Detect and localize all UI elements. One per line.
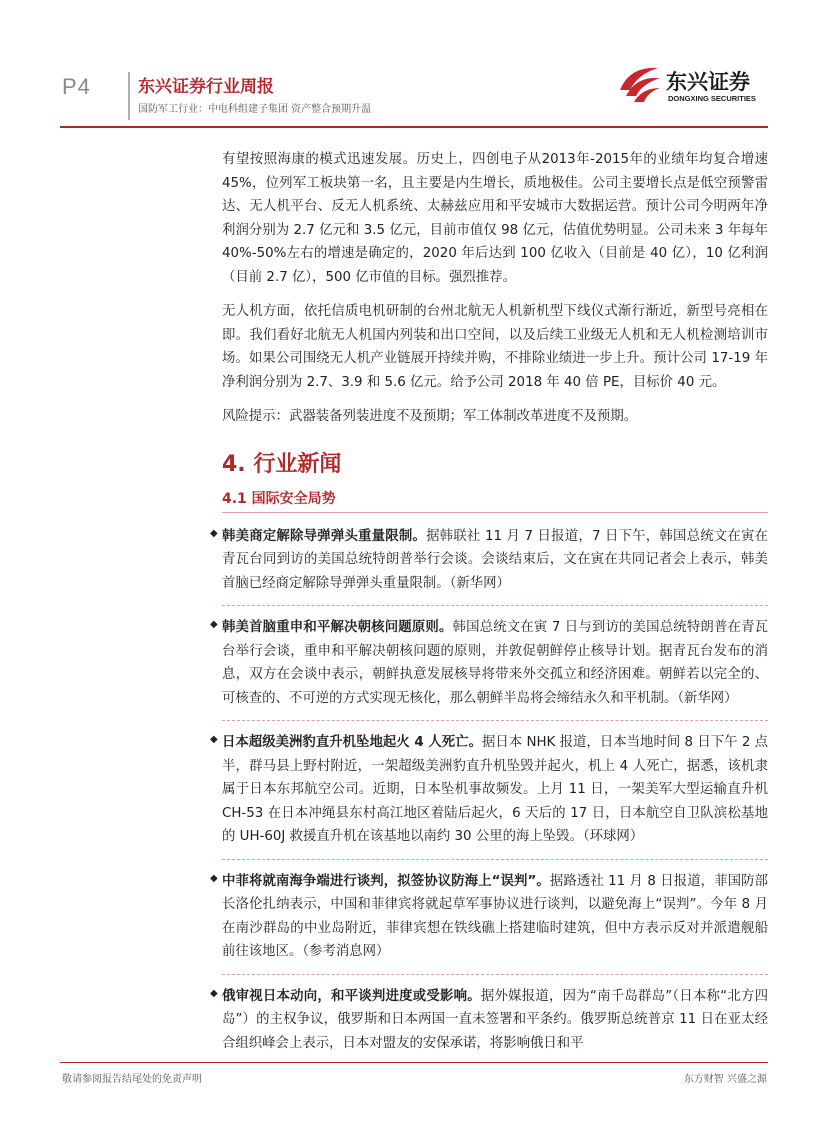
news-item	[210, 985, 768, 1056]
main-content	[210, 148, 769, 1065]
section-title: 4. 行业新闻	[222, 451, 342, 477]
news-headline: 日本超级美洲豹直升机坠地起火 4 人死亡。	[222, 735, 482, 750]
news-headline: 韩美商定解除导弹弹头重量限制。	[222, 528, 427, 544]
news-headline: 中菲将就南海争端进行谈判，拟签协议防海上“误判”。	[222, 873, 550, 889]
news-body: 据外媒报道，因为“南千岛群岛”（日本称“北方四岛”）的主权争议，俄罗斯和日本两国一直未签署和平条约。俄罗斯总统普京 11 日在亚太经合组织峰会上表示，日本对盟友的安保承诺，将影响俄日和平	[222, 988, 768, 1051]
news-body: 据日本 NHK 报道，日本当地时间 8 日下午 2 点半，群马县上野村附近，一架超级美洲豹直升机坠毁并起火，机上 4 人死亡，据悉，该机隶属于日本东邦航空公司。近期，日本坠机事故频发。上月 11 日，一架美军大型运输直升机 CH-53 在日本冲绳县东村高江地区着陆后起火，6 天后的 17 日，日本航空自卫队滨松基地的 UH-60J 救援直升机在该基地以南约 30 公里的海上坠毁。（环球网）	[222, 735, 768, 844]
brand-mark-icon	[616, 60, 662, 104]
diamond-bullet-icon: ◆	[210, 734, 218, 745]
news-body: 据路透社 11 月 8 日报道，菲国防部长洛伦扎纳表示，中国和菲律宾将就起草军事协议进行谈判，以避免海上“误判”。今年 8 月在南沙群岛的中业岛附近，菲律宾想在铁线礁上搭建临时建筑，但中方表示反对并派遣舰船前往该地区。（参考消息网）	[222, 873, 768, 959]
news-body: 据韩联社 11 月 7 日报道，7 日下午，韩国总统文在寅在青瓦台同到访的美国总统特朗普举行会谈。会谈结束后，文在寅在共同记者会上表示，韩美首脑已经商定解除导弹弹头重量限制。（新华网）	[222, 528, 769, 591]
news-headline: 韩美首脑重申和平解决朝核问题原则。	[222, 620, 453, 635]
header-divider	[128, 72, 130, 120]
page-number: P4	[62, 74, 91, 99]
footer-slogan: 东方财智 兴盛之源	[683, 1074, 767, 1085]
news-body: 韩国总统文在寅 7 日与到访的美国总统特朗普在青瓦台举行会谈，重申和平解决朝核问题的原则，并敦促朝鲜停止核导计划。据青瓦台发布的消息，双方在会谈中表示，朝鲜执意发展核导将带来外交孤立和经济困难。朝鲜若以完全的、可核查的、不可逆的方式实现无核化，那么朝鲜半岛将会缔结永久和平机制。（新华网）	[222, 620, 769, 706]
subsection-title: 4.1 国际安全局势	[222, 490, 336, 507]
report-subtitle: 国防军工行业：中电科组建子集团 资产整合预期升温	[138, 104, 372, 115]
news-divider	[222, 859, 768, 860]
diamond-bullet-icon: ◆	[210, 987, 218, 999]
footer-rule	[60, 1062, 768, 1063]
intro-paragraph-1: 有望按照海康的模式迅速发展。历史上，四创电子从2013年-2015年的业绩年均复合增速 45%，位列军工板块第一名，且主要是内生增长，质地极佳。公司主要增长点是低空预警雷达、无人机平台、反无人机系统、太赫兹应用和平安城市大数据运营。预计公司今明两年净利润分别为 2.7 亿元和 3.5 亿元，目前市值仅 98 亿元，估值优势明显。公司未来 3 年每年 40%-50%左右的增速是确定的，2020 年后达到 100 亿收入（目前是 40 亿），10 亿利润（目前 2.7 亿），500 亿市值的目标。强烈推荐。	[222, 152, 768, 285]
footer-disclaimer: 敬请参阅报告结尾处的免责声明	[62, 1074, 202, 1085]
news-item	[210, 525, 769, 596]
news-item	[210, 731, 768, 849]
logo-english-name: DONGXING SECURITIES	[668, 94, 756, 103]
news-divider	[222, 720, 768, 721]
news-divider	[222, 605, 768, 606]
diamond-bullet-icon: ◆	[210, 872, 218, 884]
diamond-bullet-icon: ◆	[210, 527, 218, 539]
logo-chinese-name: 东兴证券	[666, 70, 750, 94]
header-rule	[60, 126, 768, 128]
news-divider	[222, 974, 768, 975]
news-item	[210, 616, 769, 710]
subsection-rule	[222, 512, 768, 513]
brand-logo	[616, 60, 766, 110]
risk-warning: 风险提示：武器装备列装进度不及预期；军工体制改革进度不及预期。	[222, 409, 638, 424]
news-headline: 俄审视日本动向，和平谈判进度或受影响。	[222, 988, 481, 1004]
report-title: 东兴证券行业周报	[138, 77, 274, 97]
diamond-bullet-icon: ◆	[210, 619, 218, 630]
news-item	[210, 870, 768, 964]
intro-paragraph-2: 无人机方面，依托信质电机研制的台州北航无人机新机型下线仪式渐行渐近，新型号亮相在即。我们看好北航无人机国内列装和出口空间，以及后续工业级无人机和无人机检测培训市场。如果公司围绕无人机产业链展开持续并购，不排除业绩进一步上升。预计公司 17-19 年净利润分别为 2.7、3.9 和 5.6 亿元。给予公司 2018 年 40 倍 PE，目标价 40 元。	[222, 304, 768, 390]
